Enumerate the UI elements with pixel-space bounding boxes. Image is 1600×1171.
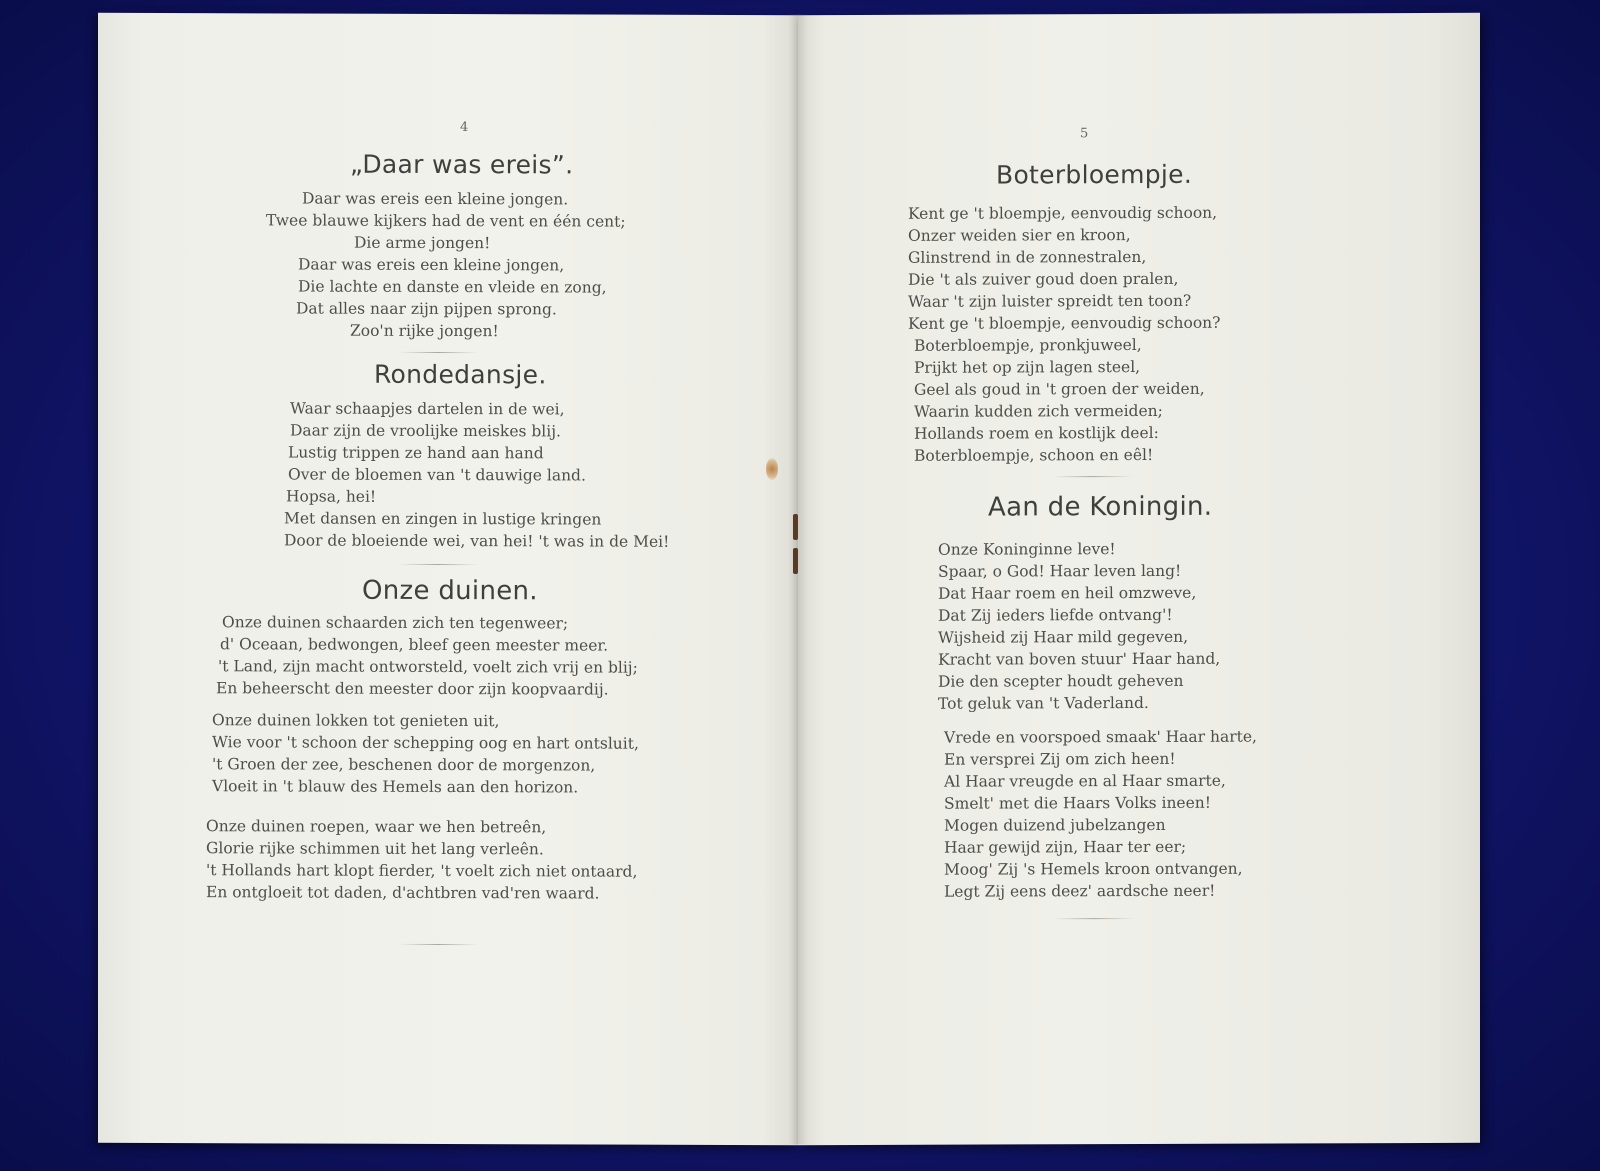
poem-title: Rondedansje. — [374, 359, 547, 390]
verse-line: Legt Zij eens deez' aardsche neer! — [944, 881, 1216, 901]
verse-line: 't Groen der zee, beschenen door de morgenzon, — [212, 755, 596, 775]
verse-line: Die arme jongen! — [354, 233, 491, 253]
verse-line: Wie voor 't schoon der schepping oog en hart ontsluit, — [212, 733, 639, 753]
binding-staple — [793, 514, 798, 540]
verse-line: En beheerscht den meester door zijn koopvaardij. — [216, 679, 609, 699]
right-page — [798, 13, 1480, 1145]
verse-line: Onze Koninginne leve! — [938, 540, 1116, 559]
verse-line: Met dansen en zingen in lustige kringen — [284, 509, 602, 529]
verse-line: Hollands roem en kostlijk deel: — [914, 423, 1159, 443]
verse-line: Wijsheid zij Haar mild gegeven, — [938, 627, 1189, 647]
verse-line: Daar was ereis een kleine jongen. — [302, 189, 569, 209]
verse-line: d' Oceaan, bedwongen, bleef geen meester meer. — [220, 635, 608, 655]
verse-line: Hopsa, hei! — [286, 487, 377, 506]
verse-line: En versprei Zij om zich heen! — [944, 749, 1176, 769]
verse-line: Waar 't zijn luister spreidt ten toon? — [908, 291, 1192, 311]
verse-line: Smelt' met die Haars Volks ineen! — [944, 793, 1211, 813]
verse-line: Onze duinen schaarden zich ten tegenweer; — [222, 613, 569, 633]
verse-line: Die 't als zuiver goud doen pralen, — [908, 269, 1179, 289]
stanza — [938, 538, 1220, 715]
poem-title: Aan de Koningin. — [988, 491, 1213, 523]
verse-line: En ontgloeit tot daden, d'achtbren vad'ren waard. — [206, 883, 600, 903]
poem-title: Boterbloempje. — [996, 159, 1193, 190]
verse-line: Al Haar vreugde en al Haar smarte, — [944, 771, 1226, 791]
verse-line: Kracht van boven stuur' Haar hand, — [938, 649, 1221, 669]
verse-line: Door de bloeiende wei, van hei! 't was in de Mei! — [284, 531, 670, 551]
verse-line: Tot geluk van 't Vaderland. — [938, 693, 1149, 713]
verse-line: Kent ge 't bloempje, eenvoudig schoon? — [908, 313, 1221, 333]
section-divider — [398, 944, 478, 945]
verse-line: Dat Haar roem en heil omzweve, — [938, 583, 1197, 603]
poem-title: „Daar was ereis”. — [350, 149, 574, 180]
open-booklet — [98, 14, 1480, 1144]
binding-staple — [793, 548, 798, 574]
verse-line: Spaar, o God! Haar leven lang! — [938, 561, 1182, 581]
stanza — [944, 726, 1257, 903]
stanza — [212, 709, 639, 798]
verse-line: Onzer weiden sier en kroon, — [908, 226, 1131, 245]
stanza — [908, 202, 1220, 335]
verse-line: Moog' Zij 's Hemels kroon ontvangen, — [944, 859, 1243, 879]
verse-line: Dat alles naar zijn pijpen sprong. — [296, 299, 557, 319]
verse-line: Vloeit in 't blauw des Hemels aan den horizon. — [212, 777, 579, 797]
stanza — [284, 397, 669, 552]
verse-line: Die lachte en danste en vleide en zong, — [298, 277, 607, 297]
verse-line: Daar zijn de vroolijke meiskes blij. — [290, 421, 561, 441]
verse-line: Waarin kudden zich vermeiden; — [914, 401, 1163, 421]
verse-line: Zoo'n rijke jongen! — [350, 321, 499, 341]
verse-line: Daar was ereis een kleine jongen, — [298, 255, 565, 275]
verse-line: Waar schaapjes dartelen in de wei, — [290, 399, 565, 419]
verse-line: Die den scepter houdt geheven — [938, 671, 1184, 691]
book-spine — [788, 14, 808, 1144]
verse-line: 't Hollands hart klopt fierder, 't voelt zich niet ontaard, — [206, 861, 638, 881]
verse-line: Boterbloempje, schoon en eêl! — [914, 445, 1154, 465]
verse-line: Twee blauwe kijkers had de vent en één cent; — [266, 211, 626, 231]
page-number: 5 — [1080, 126, 1089, 142]
verse-line: Over de bloemen van 't dauwige land. — [288, 465, 586, 485]
section-divider — [398, 564, 478, 565]
stanza — [914, 334, 1205, 467]
verse-line: Prijkt het op zijn lagen steel, — [914, 357, 1141, 377]
verse-line: Haar gewijd zijn, Haar ter eer; — [944, 837, 1187, 857]
verse-line: Glinstrend in de zonnestralen, — [908, 247, 1147, 267]
verse-line: Lustig trippen ze hand aan hand — [288, 443, 544, 463]
verse-line: Onze duinen roepen, waar we hen betreên, — [206, 817, 547, 837]
verse-line: Glorie rijke schimmen uit het lang verleên. — [206, 839, 544, 859]
paper-stain — [766, 458, 778, 480]
section-divider — [1052, 476, 1132, 477]
verse-line: Kent ge 't bloempje, eenvoudig schoon, — [908, 203, 1218, 223]
verse-line: Dat Zij ieders liefde ontvang'! — [938, 605, 1173, 625]
section-divider — [1054, 918, 1134, 919]
verse-line: Vrede en voorspoed smaak' Haar harte, — [944, 727, 1257, 747]
left-page — [98, 13, 798, 1145]
verse-line: Mogen duizend jubelzangen — [944, 815, 1166, 835]
verse-line: Boterbloempje, pronkjuweel, — [914, 335, 1142, 355]
stanza — [266, 187, 626, 342]
page-number: 4 — [460, 120, 469, 136]
verse-line: 't Land, zijn macht ontworsteld, voelt zich vrij en blij; — [218, 657, 638, 677]
poem-title: Onze duinen. — [362, 575, 538, 607]
section-divider — [398, 352, 478, 353]
stanza — [216, 611, 638, 700]
verse-line: Geel als goud in 't groen der weiden, — [914, 379, 1205, 399]
verse-line: Onze duinen lokken tot genieten uit, — [212, 711, 500, 731]
stanza — [206, 815, 637, 905]
